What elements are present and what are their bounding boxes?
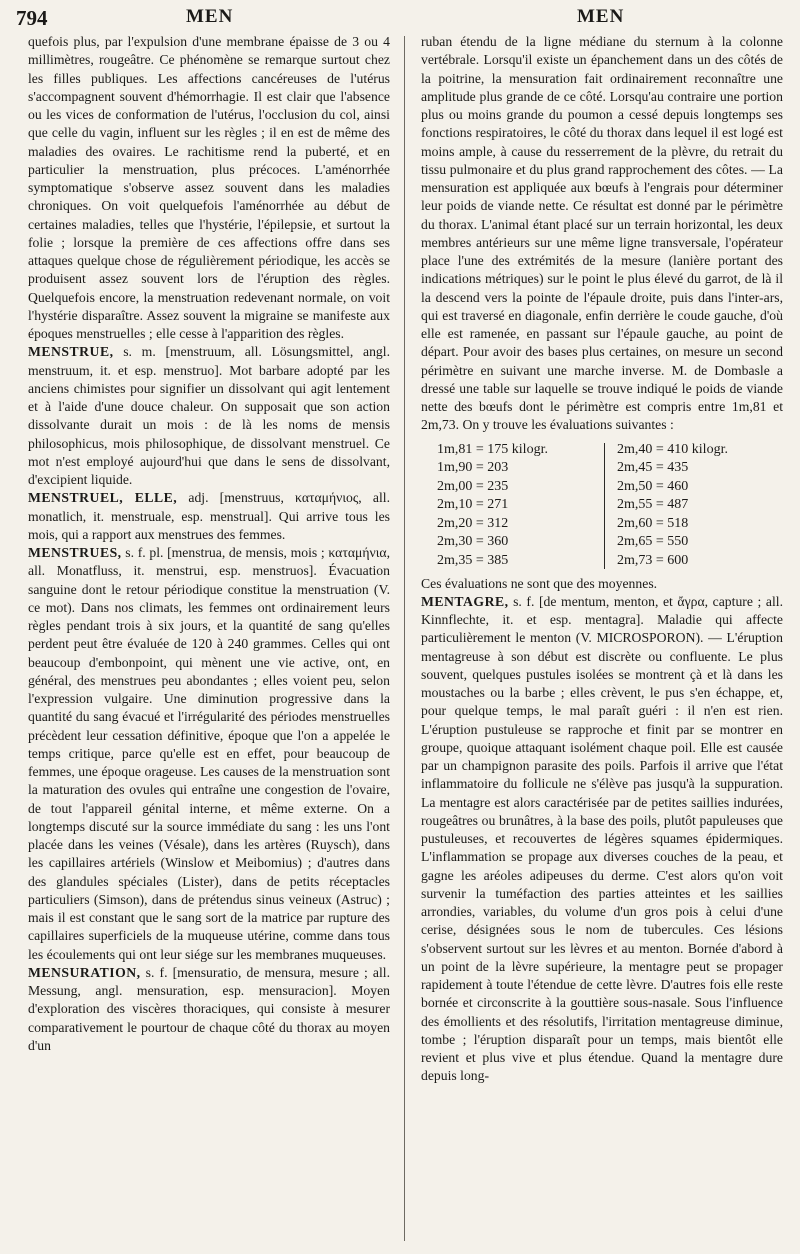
entry-headword: MENSURATION,: [28, 964, 141, 980]
entry-body: s. f. [mensuratio, de mensura, mesure ; all. Messung, angl. mensuration, esp. mensuracion]. Moyen d'exploration des viscères thoraciques, qui consiste à mesurer comparativement le pourtour de chaque côté du thorax au moyen d'un: [28, 964, 390, 1053]
entry-menstruel: [28, 489, 390, 544]
table-divider: [604, 443, 605, 569]
weight-table: [421, 441, 783, 571]
running-head-left: MEN: [186, 6, 234, 27]
table-row: 2m,30 = 360: [437, 534, 509, 549]
table-row: 1m,81 = 175 kilogr.: [437, 441, 548, 457]
left-column: [28, 33, 390, 1245]
table-row: 2m,60 = 518: [617, 515, 689, 531]
column-divider: [404, 36, 405, 1241]
entry-body: s. f. [de mentum, menton, et ἄγρα, capture ; all. Kinnflechte, it. et esp. mentagra]. Maladie qui affecte particulièrement le menton (V. MICROSPORON). — L'éruption mentagreuse à son début est discrète ou confluente. Le plus souvent, quelques pustules isolées se montrent çà et là dans les moustaches ou la barbe ; elles crèvent, le pus s'en échappe, et, pour quelque temps, le mal paraît guéri : il n'en est rien. L'éruption pustuleuse se rapproche et finit par se montrer en groupe, quoique attaquant isolément chaque poil. Elle est causée par un champignon parasite des poils. Parfois il arrive que l'état inflammatoire du follicule ne s'élève pas jusqu'à la suppuration. La mentagre est alors caractérisée par de petites saillies indurées, rougeâtres ou brunâtres, à la base des poils, plutôt papuleuses que pustuleuses, et recouvertes de légères squames épidermiques. L'inflammation se propage aux diverses couches de la peau, et gagne les aréoles adipeuses du derme. C'est alors qu'on voit survenir la tuméfaction des parties atteintes et les saillies arrondies, variables, du volume d'un gros pois à celui d'une cerise, désignées sous le nom de tubercules. Ces lésions s'observent surtout sur les lèvres et au menton. Bornée d'abord à un point de la lèvre supérieure, la mentagre peut se propager rapidement à toute l'étendue de cette lèvre. D'autres fois elle reste bornée et circonscrite à la gouttière sous-nasale. Sous l'influence des émollients et des résolutifs, l'irritation mentagreuse diminue, tombe ; l'éruption disparaît pour un temps, mais bientôt elle revient et plus vive et plus étendue. Quand la mentagre dure depuis long-: [421, 593, 783, 1084]
weight-table-left: [437, 441, 548, 571]
entry-mensuration: [28, 964, 390, 1055]
entry-body: s. f. pl. [menstrua, de mensis, mois ; καταμήνια, all. Monatfluss, it. menstrui, esp. menstruos]. Évacuation sanguine dont le retour périodique constitue la menstruation (V. ce mot). Dans nos climats, les femmes ont ordinairement leurs règles pendant trois à six jours, et la quantité de sang qu'elles perdent peut être évaluée de 120 à 240 grammes. Celles qui ont beaucoup d'embonpoint, qui mènent une vie active, ont, en général, des menstrues peu abondantes ; elles voient peu, selon l'expression vulgaire. Une diminution progressive dans la quantité du sang évacué et l'irrégularité des périodes menstruelles précèdent leur cessation définitive, époque que l'on a appelée le temps critique, parce qu'elle est en effet, pour beaucoup de femmes, une époque orageuse. Les causes de la menstruation sont la maturation des ovules qui entraîne une congestion de l'ovaire, de tout l'appareil génital interne, et même externe. On a longtemps discuté sur la source immédiate du sang : les uns l'ont placée dans les veines (Vésale), dans les artères (Ruysch), dans les capillaires artériels (Winslow et Meibomius) ; d'autres dans des glandules spéciales (Lister), dans de petits réceptacles particuliers (Simson), dans de prétendus sinus veineux (Astruc) ; mais il est constant que le sang sort de la matrice par rupture des capillaires superficiels de la muqueuse utérine, comme dans tous les écoulements qui ont leur siége sur les membranes muqueuses.: [28, 545, 390, 962]
table-row: 2m,40 = 410 kilogr.: [617, 441, 728, 457]
table-row: 2m,73 = 600: [617, 552, 689, 568]
entry-menstrue: [28, 343, 390, 489]
right-column: [421, 33, 783, 1245]
entry-headword: MENTAGRE,: [421, 593, 509, 609]
weight-table-right: [617, 441, 728, 571]
entry-menstrues: [28, 544, 390, 964]
entry-headword: MENSTRUES,: [28, 545, 122, 560]
entry-body: adj. [menstruus, καταμήνιος, all. monatlich, it. menstruale, esp. menstrual]. Qui arrive tous les mois, qui a rapport aux menstrues des femmes.: [28, 490, 390, 542]
entry-body: s. m. [menstruum, all. Lösungsmittel, angl. menstruum, it. et esp. menstruo]. Mot barbare adopté par les anciens chimistes pour signifier un dissolvant qui agit lentement et à l'aide d'une douce chaleur. On supposait que son action dissolvante durait un mois : de là les noms de mensis philosophicus, mois philosophique, de dissolvant menstruel. Ce mot n'est employé aujourd'hui que dans le sens de dissolvant, d'excipient liquide.: [28, 344, 390, 487]
entry-mentagre: [421, 593, 783, 1086]
entry-headword: MENSTRUEL, ELLE,: [28, 490, 178, 506]
paragraph-mensuration-continued: ruban étendu de la ligne médiane du sternum à la colonne vertébrale. Lorsqu'il existe un épanchement dans un des côtés de la poitrine, la mensuration fait ordinairement reconnaître une amplitude plus grande de ce côté. Lorsqu'au contraire une portion plus ou moins grande du poumon a cessé depuis longtemps ses fonctions respiratoires, le côté du thorax dans lequel il est logé est moins ample, à cause du resserrement de la plèvre, du retrait du tissu pulmonaire et du plus grand rapprochement des côtes. — La mensuration est appliquée aux bœufs à l'engrais pour déterminer leur poids de viande nette. Ce résultat est donné par le périmètre du thorax. L'animal étant placé sur un terrain horizontal, les deux membres antérieurs sur une même ligne transversale, l'opérateur place l'une des extrémités de la mesure (lanière portant des indications métriques) sur le point le plus élevé du garrot, de là il la descend vers la pointe de l'épaule droite, puis dans l'inter-ars, qui est traversé en diagonale, enfin derrière le coude gauche, d'où elle est ramenée, en passant sur l'épaule gauche, au point de départ. Pour avoir des bases plus certaines, on mesure un second périmètre en suivant une marche inverse. M. de Dombasle a dressé une table sur laquelle se trouve indiqué le poids de viande nette des bœufs dont le périmètre est compris entre 1m,81 et 2m,73. On y trouve les évaluations suivantes :: [421, 34, 783, 433]
table-row: 2m,50 = 460: [617, 478, 689, 494]
table-row: 1m,90 = 203: [437, 460, 509, 475]
page-header: [0, 6, 800, 32]
table-row: 2m,00 = 235: [437, 478, 509, 494]
entry-headword: MENSTRUE,: [28, 344, 114, 360]
table-row: 2m,55 = 487: [617, 497, 689, 512]
table-row: 2m,10 = 271: [437, 497, 509, 512]
running-head-right: MEN: [577, 6, 625, 27]
paragraph-continuation: quefois plus, par l'expulsion d'une membrane épaisse de 3 ou 4 millimètres, rougeâtre. Ce phénomène se remarque surtout chez les filles publiques. Les affections cancéreuses de l'utérus s'accompagnent souvent d'hémorrhagie. Il est clair que l'absence ou les vices de conformation de l'utérus, l'occlusion du col, ainsi que celle du vagin, influent sur les règles ; il en est de même des maladies des ovaires. Le rachitisme rend la puberté, et en particulier la menstruation, plus précoces. L'aménorrhée symptomatique s'observe assez souvent dans les maladies chroniques. On voit quelquefois l'aménorrhée au début de certaines maladies, telles que l'hystérie, l'épilepsie, et surtout la folie ; lorsque la première de ces affections offre dans ses attaques quelque chose de régulièrement périodique, les accès se produisent assez souvent lors de l'éruption des règles. Quelquefois encore, la menstruation redevenant normale, on voit l'hystérie disparaître. Assez souvent la migraine se manifeste aux époques menstruelles ; elle cesse à l'apparition des règles.: [28, 34, 390, 341]
page-number: 794: [16, 6, 48, 30]
table-row: 2m,20 = 312: [437, 515, 509, 531]
table-row: 2m,35 = 385: [437, 552, 509, 568]
table-note: Ces évaluations ne sont que des moyennes.: [421, 575, 658, 591]
table-row: 2m,45 = 435: [617, 460, 689, 475]
table-row: 2m,65 = 550: [617, 534, 689, 549]
